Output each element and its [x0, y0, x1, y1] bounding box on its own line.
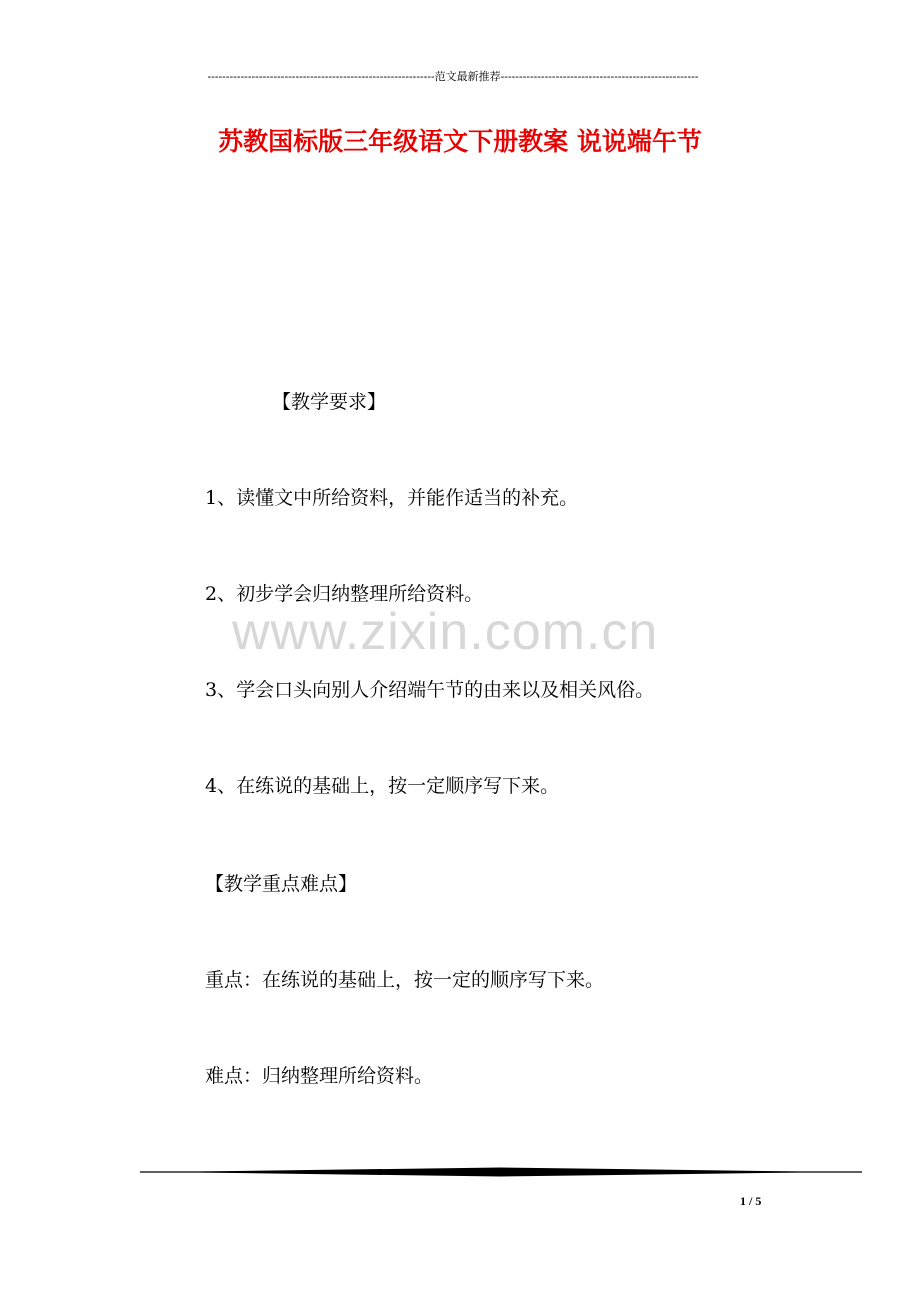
difficulty-text: 难点：归纳整理所给资料。 — [205, 1065, 434, 1087]
key-points-heading: 【教学重点难点】 — [205, 873, 358, 895]
requirement-item-3: 3、学会口头向别人介绍端午节的由来以及相关风俗。 — [205, 679, 655, 701]
requirement-item-2: 2、初步学会归纳整理所给资料。 — [205, 583, 484, 605]
page-number: 1 / 5 — [740, 1194, 762, 1208]
requirement-item-1: 1、读懂文中所给资料，并能作适当的补充。 — [205, 487, 579, 509]
requirement-item-4: 4、在练说的基础上，按一定顺序写下来。 — [205, 775, 560, 797]
footer-rule — [140, 1166, 862, 1178]
requirements-heading: 【教学要求】 — [272, 391, 387, 413]
page-header: --------------------------------------------------------------范文最新推荐------------------------------------------------------ — [207, 71, 699, 83]
document-title: 苏教国标版三年级语文下册教案 说说端午节 — [218, 127, 702, 156]
watermark: www.zixin.com.cn — [232, 603, 659, 661]
key-point-text: 重点：在练说的基础上，按一定的顺序写下来。 — [205, 969, 605, 991]
